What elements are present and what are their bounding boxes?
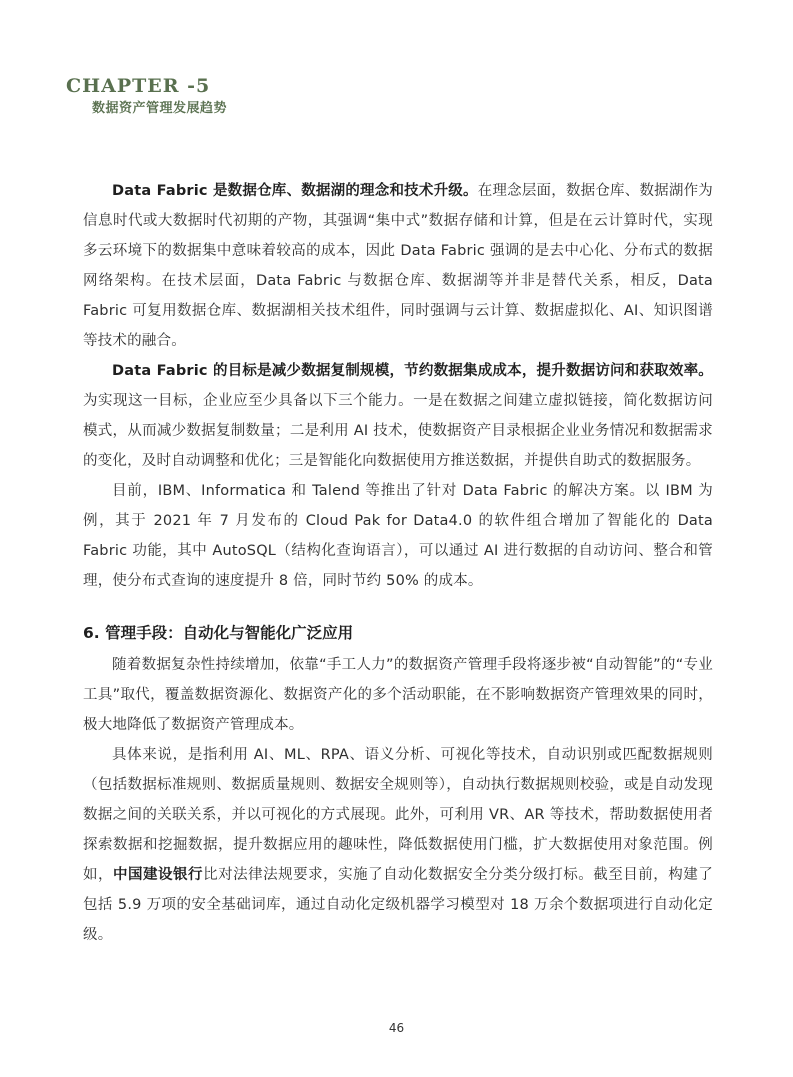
chapter-label: CHAPTER -5	[66, 75, 211, 97]
paragraph-text: 比对法律法规要求，实施了自动化数据安全分类分级打标。截至目前，构建了包括 5.9 万项的安全基础词库，通过自动化定级机器学习模型对 18 万余个数据项进行自动化定级。	[83, 867, 713, 943]
page-body	[83, 176, 713, 950]
bank-name: 中国建设银行	[113, 867, 204, 883]
paragraph-bold-lead: Data Fabric 是数据仓库、数据湖的理念和技术升级。	[112, 183, 478, 199]
paragraph-text: 为实现这一目标，企业应至少具备以下三个能力。一是在数据之间建立虚拟链接，简化数据访问模式，从而减少数据复制数量；二是利用 AI 技术，使数据资产目录根据企业业务情况和数据需求的变化，及时自动调整和优化；三是智能化向数据使用方推送数据，并提供自助式的数据服务。	[83, 393, 713, 469]
paragraph-data-fabric-goal	[83, 356, 713, 476]
paragraph-vendors	[83, 476, 713, 596]
paragraph-data-fabric-upgrade	[83, 176, 713, 356]
paragraph-text: 具体来说，是指利用 AI、ML、RPA、语义分析、可视化等技术，自动识别或匹配数据规则（包括数据标准规则、数据质量规则、数据安全规则等），自动执行数据规则校验，或是自动发现数据之间的关联关系，并以可视化的方式展现。此外，可利用 VR、AR 等技术，帮助数据使用者探索数据和挖掘数据，提升数据应用的趣味性，降低数据使用门槛，扩大数据使用对象范围。例如，	[83, 747, 713, 883]
paragraph-automation-detail	[83, 740, 713, 950]
page-number: 46	[388, 1021, 405, 1035]
paragraph-text: 在理念层面，数据仓库、数据湖作为信息时代或大数据时代初期的产物，其强调“集中式”数据存储和计算，但是在云计算时代，实现多云环境下的数据集中意味着较高的成本，因此 Data Fabric 强调的是去中心化、分布式的数据网络架构。在技术层面，Data Fabric 与数据仓库、数据湖等并非是替代关系，相反，Data Fabric 可复用数据仓库、数据湖相关技术组件，同时强调与云计算、数据虚拟化、AI、知识图谱等技术的融合。	[83, 183, 713, 349]
paragraph-management-tools	[83, 650, 713, 740]
paragraph-bold-lead: Data Fabric 的目标是减少数据复制规模，节约数据集成成本，提升数据访问和获取效率。	[112, 363, 713, 379]
paragraph-text: 目前，IBM、Informatica 和 Talend 等推出了针对 Data Fabric 的解决方案。以 IBM 为例，其于 2021 年 7 月发布的 Cloud Pak for Data4.0 的软件组合增加了智能化的 Data Fabric 功能，其中 AutoSQL（结构化查询语言），可以通过 AI 进行数据的自动访问、整合和管理，使分布式查询的速度提升 8 倍，同时节约 50% 的成本。	[83, 483, 713, 589]
chapter-subtitle: 数据资产管理发展趋势	[92, 101, 228, 116]
section-heading: 6. 管理手段：自动化与智能化广泛应用	[83, 624, 354, 642]
paragraph-text: 随着数据复杂性持续增加，依靠“手工人力”的数据资产管理手段将逐步被“自动智能”的“专业工具”取代，覆盖数据资源化、数据资产化的多个活动职能，在不影响数据资产管理效果的同时，极大地降低了数据资产管理成本。	[83, 657, 713, 733]
